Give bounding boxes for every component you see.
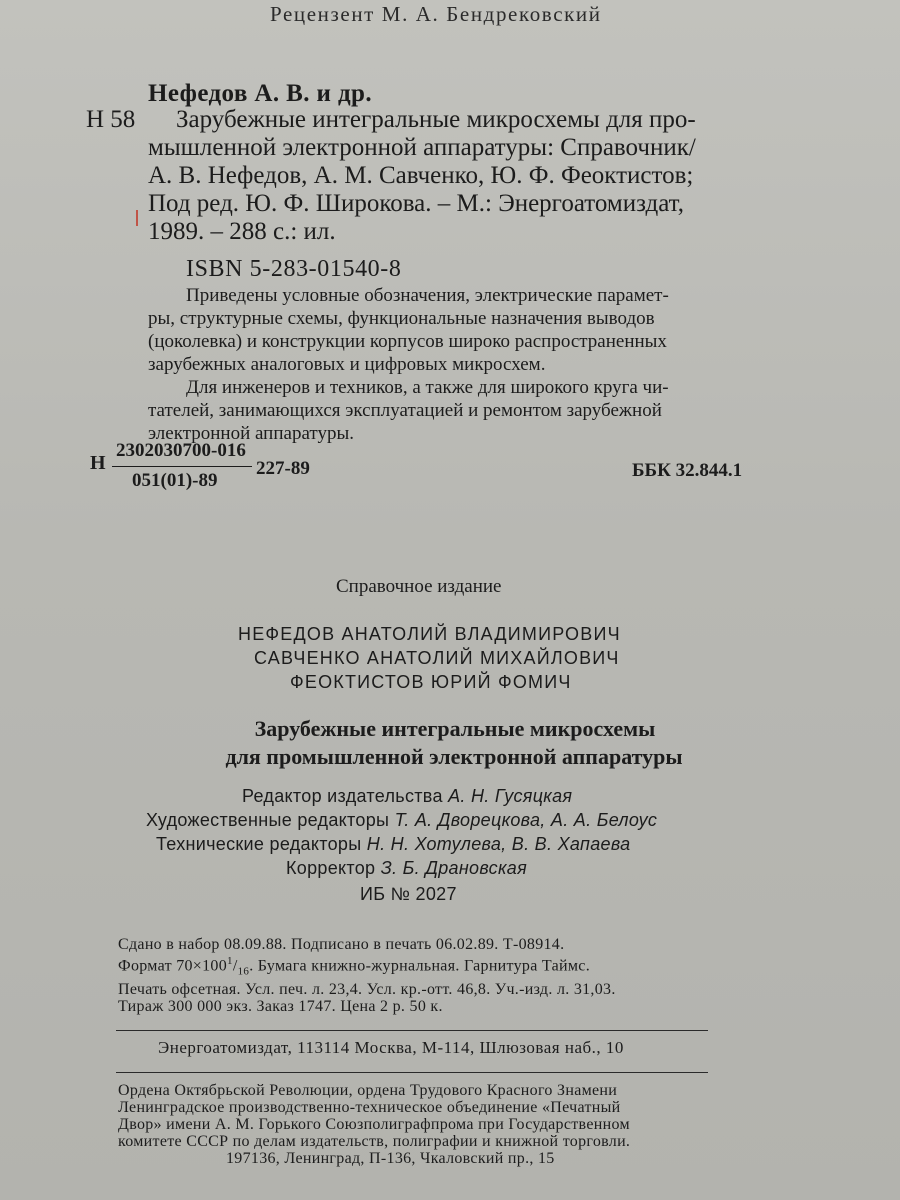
printer-line: Ордена Октябрьской Революции, ордена Трудового Красного Знамени xyxy=(118,1082,618,1099)
reviewer-line: Рецензент М. А. Бендрековский xyxy=(270,2,602,26)
printer-line: комитете СССР по делам издательств, полиграфии и книжной торговли. xyxy=(118,1133,631,1150)
bibliographic-description xyxy=(148,106,760,246)
bbk-code: ББК 32.844.1 xyxy=(632,460,743,481)
printer-info xyxy=(118,1082,718,1167)
book-title-line: Зарубежные интегральные микросхемы xyxy=(254,716,656,741)
annotation-line: Приведены условные обозначения, электрические парамет- xyxy=(186,285,669,306)
author-full-name: ФЕОКТИСТОВ ЮРИЙ ФОМИЧ xyxy=(290,672,572,692)
format-rest: . Бумага книжно-журнальная. Гарнитура Таймс. xyxy=(249,957,590,975)
biblio-line: Под ред. Ю. Ф. Широкова. – М.: Энергоатомиздат, xyxy=(148,190,684,217)
staff-role: Технические редакторы xyxy=(156,834,362,854)
specs-line: Тираж 300 000 экз. Заказ 1747. Цена 2 р. 50 к. xyxy=(118,997,443,1015)
staff-art-editors xyxy=(146,810,657,831)
biblio-line: 1989. – 288 с.: ил. xyxy=(148,218,336,245)
biblio-line: мышленной электронной аппаратуры: Справочник/ xyxy=(148,134,696,161)
annotation-line: Для инженеров и техников, а также для широкого круга чи- xyxy=(186,377,669,398)
ib-number: ИБ № 2027 xyxy=(360,884,457,904)
publisher-address: Энергоатомиздат, 113114 Москва, М-114, Шлюзовая наб., 10 xyxy=(158,1038,624,1057)
annotation xyxy=(148,284,758,445)
annotation-line: (цоколевка) и конструкции корпусов широко распространенных xyxy=(148,331,667,352)
printer-address: 197136, Ленинград, П-136, Чкаловский пр., 15 xyxy=(226,1150,555,1167)
format-sub: 16 xyxy=(237,965,250,978)
catalog-fraction-line xyxy=(112,466,252,467)
author-heading: Нефедов А. В. и др. xyxy=(148,80,372,107)
staff-names: Т. А. Дворецкова, А. А. Белоус xyxy=(394,810,658,830)
staff-names: Н. Н. Хотулева, В. В. Хапаева xyxy=(366,834,631,854)
annotation-line: электронной аппаратуры. xyxy=(148,423,354,444)
staff-proofreader xyxy=(286,858,527,879)
catalog-letter: Н xyxy=(90,452,106,474)
specs-line: Сдано в набор 08.09.88. Подписано в печать 06.02.89. Т-08914. xyxy=(118,936,565,953)
divider xyxy=(116,1030,708,1031)
author-full-name: НЕФЕДОВ АНАТОЛИЙ ВЛАДИМИРОВИЧ xyxy=(238,624,621,644)
book-title-line: для промышленной электронной аппаратуры xyxy=(225,744,683,769)
staff-role: Художественные редакторы xyxy=(146,810,390,830)
catalog-numerator: 2302030700-016 xyxy=(116,440,246,461)
edition-type: Справочное издание xyxy=(336,576,502,597)
catalog-denominator: 051(01)-89 xyxy=(132,470,218,491)
author-full-name: САВЧЕНКО АНАТОЛИЙ МИХАЙЛОВИЧ xyxy=(254,648,620,668)
print-specs xyxy=(118,936,738,1015)
annotation-line: зарубежных аналоговых и цифровых микросхем. xyxy=(148,354,546,375)
divider xyxy=(116,1072,708,1073)
staff-editor xyxy=(242,786,572,807)
staff-tech-editors xyxy=(156,834,630,855)
isbn: ISBN 5-283-01540-8 xyxy=(186,256,402,282)
specs-line: Печать офсетная. Усл. печ. л. 23,4. Усл. кр.-отт. 46,8. Уч.-изд. л. 31,03. xyxy=(118,980,616,998)
catalog-suffix: 227-89 xyxy=(256,458,310,479)
specs-format-line: Формат $70\times 100^1/_{16}$. Бумага книжно-журнальная. Гарнитура Таймс. xyxy=(118,955,590,978)
format-value: Формат 70×100 xyxy=(118,957,228,975)
library-index-code: Н 58 xyxy=(86,106,136,133)
pen-mark xyxy=(136,210,138,226)
annotation-line: тателей, занимающихся эксплуатацией и ремонтом зарубежной xyxy=(148,400,662,421)
biblio-line: А. В. Нефедов, А. М. Савченко, Ю. Ф. Феоктистов; xyxy=(148,162,694,189)
printer-line: Ленинградское производственно-техническое объединение «Печатный xyxy=(118,1099,621,1116)
staff-role: Корректор xyxy=(286,858,376,878)
staff-names: А. Н. Гусяцкая xyxy=(448,786,573,806)
format-sup: 1 xyxy=(227,955,233,967)
printer-line: Двор» имени А. М. Горького Союзполиграфпрома при Государственном xyxy=(118,1116,630,1133)
annotation-line: ры, структурные схемы, функциональные назначения выводов xyxy=(148,308,655,329)
staff-names: З. Б. Драновская xyxy=(380,858,527,878)
biblio-line: Зарубежные интегральные микросхемы для про- xyxy=(176,106,696,133)
staff-role: Редактор издательства xyxy=(242,786,443,806)
